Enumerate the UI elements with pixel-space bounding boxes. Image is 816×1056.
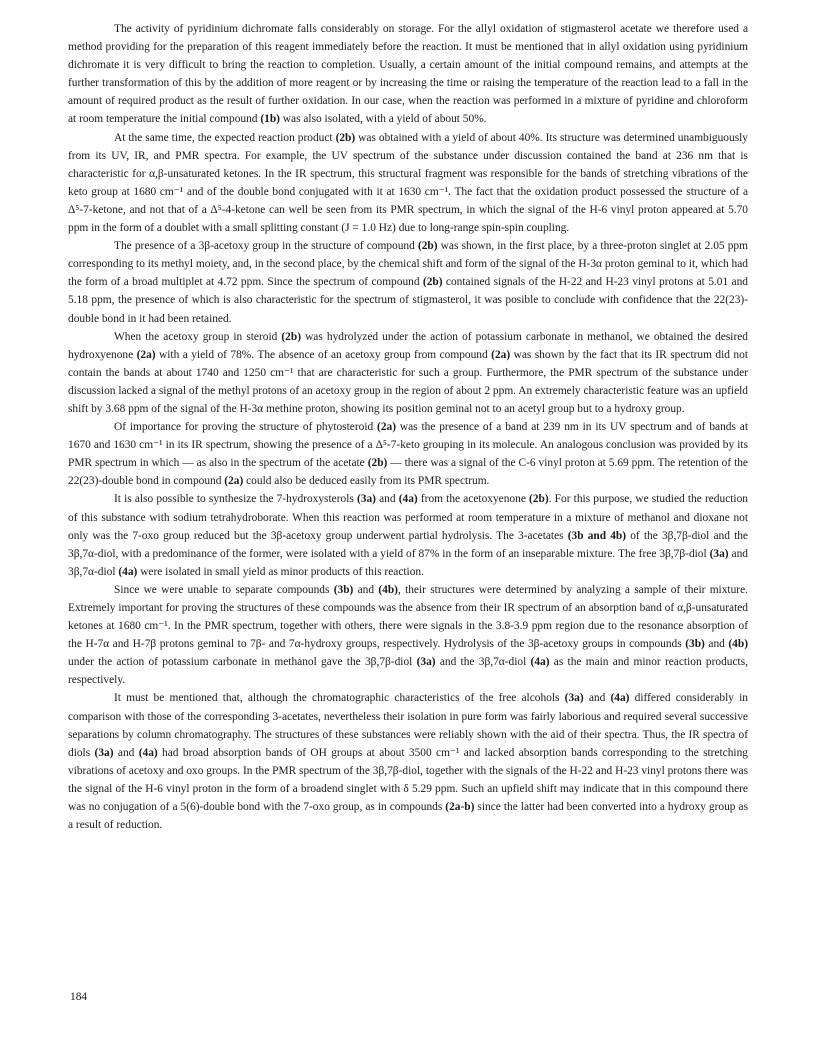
compound-label: (3b) <box>333 583 354 596</box>
compound-label: (1b) <box>260 113 280 126</box>
compound-label: (3a) <box>564 692 584 705</box>
paragraph: Since we were unable to separate compounds (3b) and (4b), their structures were determined by analyzing a sample of their mixture. Extremely important for proving the structures of these compounds was the absence from their IR spectrum of an absorption band of α,β-unsaturated ketones at 1680 cm⁻¹. In the PMR spectrum, together with others, there were signals in the 3.8-3.9 ppm region due to the resonance absorption of the H-7α and H-7β protons geminal to 7β- and 7α-hydroxy groups, respectively. Hydrolysis of the 3β-acetoxy groups in compounds (3b) and (4b) under the action of potassium carbonate in methanol gave the 3β,7β-diol (3a) and the 3β,7α-diol (4a) as the main and minor reaction products, respectively. <box>68 583 748 687</box>
article-body <box>68 20 748 834</box>
paragraph: When the acetoxy group in steroid (2b) was hydrolyzed under the action of potassium carbonate in methanol, we obtained the desired hydroxyenone (2a) with a yield of 78%. The absence of an acetoxy group from compound (2a) was shown by the fact that its IR spectrum did not contain the bands at about 1740 and 1250 cm⁻¹ that are characteristic for such a group. Furthermore, the PMR spectrum of the substance under discussion lacked a signal of the methyl protons of an acetoxy group in the region of about 2 ppm. An extremely characteristic feature was an upfield shift by 3.68 ppm of the signal of the H-3α methine proton, showing its position geminal not to an acetyl group but to a hydroxy group. <box>68 330 748 415</box>
compound-label: (2b) <box>367 457 388 470</box>
compound-label: (2b) <box>335 131 356 144</box>
page-number: 184 <box>70 991 88 1003</box>
compound-label: (4a) <box>610 692 630 705</box>
compound-label: (2a) <box>136 348 156 361</box>
compound-label: (3b and 4b) <box>567 529 627 542</box>
compound-label: (2a) <box>491 348 511 361</box>
compound-label: (2b) <box>281 330 302 343</box>
compound-label: (2b) <box>417 240 438 253</box>
paragraph: Of importance for proving the structure of phytosteroid (2a) was the presence of a band at 239 nm in its UV spectrum and of bands at 1670 and 1630 cm⁻¹ in its IR spectrum, showing the presence of a Δ⁵-7-keto grouping in its molecule. An analogous conclusion was provided by its PMR spectrum in which — as also in the spectrum of the acetate (2b) — there was a signal of the C-6 vinyl proton at 5.69 ppm. The retention of the 22(23)-double bond in compound (2a) could also be deduced easily from its PMR spectrum. <box>68 421 748 488</box>
compound-label: (2a-b) <box>445 801 475 814</box>
paragraph: It must be mentioned that, although the chromatographic characteristics of the free alcohols (3a) and (4a) differed considerably in comparison with those of the corresponding 3-acetates, nevertheless their isolation in pure form was fairly laborious and required several successive separations by column chromatography. The structures of these substances were reliably shown with the aid of their spectra. Thus, the IR spectra of diols (3a) and (4a) had broad absorption bands of OH groups at about 3500 cm⁻¹ and lacked absorption bands corresponding to the stretching vibrations of acetoxy and oxo groups. In the PMR spectrum of the 3β,7β-diol, together with the signals of the H-22 and H-23 vinyl protons there was the signal of the H-6 vinyl proton in the form of a broadend singlet with δ 5.29 ppm. Such an upfield shift may indicate that in this compound there was no conjugation of a 5(6)-double bond with the 7-oxo group, as in compounds (2a-b) since the latter had been converted into a hydroxy group as a result of reduction. <box>68 692 748 832</box>
compound-label: (4b) <box>728 638 748 651</box>
compound-label: (4a) <box>118 565 138 578</box>
paragraph: It is also possible to synthesize the 7-hydroxysterols (3a) and (4a) from the acetoxyenone (2b). For this purpose, we studied the reduction of this substance with sodium tetrahydroborate. When this reaction was performed at room temperature in a mixture of methanol and dioxane not only was the 7-oxo group reduced but the 3β-acetoxy group underwent partial hydrolysis. The 3-acetates (3b and 4b) of the 3β,7β-diol and the 3β,7α-diol, with a predominance of the former, were isolated with a yield of 87% in the form of an inseparable mixture. The free 3β,7β-diol (3a) and 3β,7α-diol (4a) were isolated in small yield as minor products of this reaction. <box>68 493 749 578</box>
compound-label: (3a) <box>709 547 729 560</box>
compound-label: (3a) <box>356 493 376 506</box>
compound-label: (2a) <box>224 475 244 488</box>
compound-label: (2b) <box>529 493 549 506</box>
compound-label: (4a) <box>398 493 418 506</box>
compound-label: (2a) <box>377 421 397 434</box>
compound-label: (3a) <box>94 746 114 759</box>
paragraph: The presence of a 3β-acetoxy group in the structure of compound (2b) was shown, in the first place, by a three-proton singlet at 2.05 ppm corresponding to its methyl moiety, and, in the second place, by the chemical shift and form of the signal of the H-3α proton geminal to it, which had the form of a broad multiplet at 4.72 ppm. Since the spectrum of compound (2b) contained signals of the H-22 and H-23 vinyl protons at 5.01 and 5.18 ppm, the presence of which is also characteristic for the spectrum of stigmasterol, it was posible to conclude with confidence that the 22(23)-double bond in it had been retained. <box>68 240 748 325</box>
compound-label: (3a) <box>416 656 436 669</box>
compound-label: (4a) <box>138 746 158 759</box>
compound-label: (4b) <box>378 583 398 596</box>
paragraph: The activity of pyridinium dichromate falls considerably on storage. For the allyl oxidation of stigmasterol acetate we therefore used a method providing for the preparation of this reagent immediately before the reaction. It must be mentioned that in allyl oxidation using pyridinium dichromate it is very difficult to bring the reaction to completion. Usually, a certain amount of the initial compound remains, and attempts at the further transformation of this by the addition of more reagent or by increasing the time or raising the temperature of the reaction lead to a fall in the amount of required product as the result of further oxidation. In our case, when the reaction was performed in a mixture of pyridine and chloroform at room temperature the initial compound (1b) was also isolated, with a yield of about 50%. <box>68 23 748 126</box>
compound-label: (2b) <box>422 276 443 289</box>
paragraph: At the same time, the expected reaction product (2b) was obtained with a yield of about 40%. Its structure was determined unambiguously from its UV, IR, and PMR spectra. For example, the UV spectrum of the substance under discussion contained the band at 236 nm that is characteristic for α,β-unsaturated ketones. In the IR spectrum, this structural fragment was responsible for the bands of stretching vibrations of the keto group at 1680 cm⁻¹ and of the double bond conjugated with it at 1630 cm⁻¹. The fact that the oxidation product possessed the structure of a Δ⁵-7-ketone, and not that of a Δ⁵-4-ketone can well be seen from its PMR spectrum, in which the signal of the H-6 vinyl proton appeared at 5.70 ppm in the form of a doublet with a small splitting constant (J = 1.0 Hz) due to long-range spin-spin coupling. <box>68 131 748 235</box>
compound-label: (3b) <box>685 638 705 651</box>
compound-label: (4a) <box>530 656 550 669</box>
